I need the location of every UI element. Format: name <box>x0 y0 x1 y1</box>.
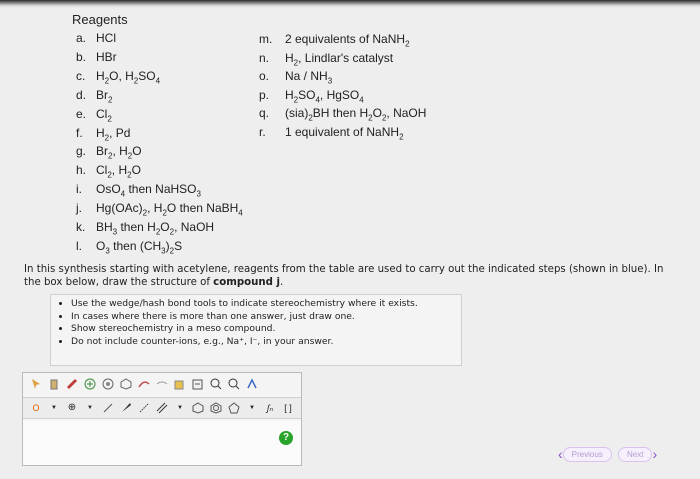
reagent-text: $H_2$, Lindlar's catalyst <box>285 50 394 67</box>
reagent-text: $Cl_2$ <box>96 106 112 123</box>
chevron-down-icon[interactable]: ▼ <box>177 405 183 411</box>
reagent-text: $(sia)_2BH$ then $H_2O_2$, NaOH <box>285 106 427 123</box>
reagent-letter: k. <box>76 220 86 234</box>
prompt-compound: compound j <box>213 277 280 288</box>
hint-item: • Use the wedge/hash bond tools to indicate stereochemistry where it exists. <box>71 298 461 311</box>
reagent-letter: q. <box>259 106 270 121</box>
prompt-text: In this synthesis starting with acetylene, reagents from the table are used to carry out the indicated steps (shown in blue). In the box below, draw the structure of <box>24 264 664 288</box>
hash-bond-icon[interactable] <box>137 401 151 415</box>
next-label: Next <box>618 447 652 462</box>
reagent-letter: o. <box>259 69 270 84</box>
reagent-text: $Br_2$ <box>96 87 113 105</box>
reagent-letter: i. <box>76 182 82 197</box>
hint-item: • Do not include counter-ions, e.g., Na⁺, I⁻, in your answer. <box>71 336 461 349</box>
reagent-item <box>76 31 116 45</box>
reagent-item <box>259 106 426 122</box>
reagent-item <box>76 239 182 255</box>
reagent-item <box>76 163 141 179</box>
plus-charge-icon[interactable]: ⊕ <box>67 402 77 413</box>
reagent-text: $H_2$, Pd <box>96 125 131 142</box>
zoom-fit-icon[interactable] <box>83 377 97 391</box>
eraser-icon[interactable] <box>47 377 61 391</box>
zoom-in-icon[interactable] <box>191 377 205 391</box>
reagent-letter: m. <box>259 32 273 46</box>
wedge-bond-icon[interactable] <box>119 401 133 415</box>
window-top-edge <box>0 0 700 8</box>
reagent-text: Na / $NH_3$ <box>285 69 333 86</box>
reagent-text: $Br_2$, $H_2O$ <box>96 144 142 161</box>
reagent-item <box>76 88 112 104</box>
functional-group-icon[interactable]: ʃₙ <box>266 402 274 413</box>
reagent-item <box>76 50 117 64</box>
reagent-item <box>76 220 214 236</box>
reagent-text: HBr <box>96 49 117 64</box>
ring-benzene-icon[interactable] <box>209 401 223 415</box>
reagent-item <box>76 144 142 160</box>
reagent-item <box>76 126 130 142</box>
reagent-letter: d. <box>76 87 87 102</box>
chevron-down-icon[interactable]: ▼ <box>249 405 255 411</box>
arrow-icon[interactable] <box>137 377 151 391</box>
ring-hexagon-icon[interactable] <box>191 401 205 415</box>
double-bond-icon[interactable] <box>155 401 169 415</box>
chevron-down-icon[interactable]: ▼ <box>87 405 93 411</box>
pencil-icon[interactable] <box>65 377 79 391</box>
atom-icon[interactable] <box>227 377 241 391</box>
reagent-letter: l. <box>76 238 82 253</box>
reagent-item <box>259 69 332 85</box>
reagent-item <box>259 88 364 104</box>
reagent-text: HCl <box>96 31 116 45</box>
reagent-letter: g. <box>76 144 87 159</box>
reagent-text: $H_2SO_4$, HgSO$_4$ <box>285 87 364 105</box>
reagents-title: Reagents <box>72 12 128 27</box>
reagent-letter: f. <box>76 125 83 140</box>
reagent-letter: a. <box>76 31 87 45</box>
editor-toolbar-bottom <box>23 397 301 419</box>
reagent-text: OsO$_4$ then NaHSO$_3$ <box>96 182 201 199</box>
help-icon[interactable]: ? <box>279 431 293 445</box>
reagent-letter: r. <box>259 125 266 139</box>
reagent-text: 2 equivalents of NaNH$_2$ <box>285 32 410 49</box>
next-button[interactable] <box>618 446 657 462</box>
reagent-item <box>76 182 201 198</box>
reagent-letter: c. <box>76 68 86 83</box>
reagent-letter: p. <box>259 87 270 102</box>
carbon-icon[interactable]: O <box>32 402 40 413</box>
chevron-right-icon: › <box>652 446 658 462</box>
hint-item: • Show stereochemistry in a meso compound. <box>71 323 461 336</box>
reagent-item <box>259 125 404 141</box>
templates-icon[interactable] <box>101 377 115 391</box>
reagent-letter: n. <box>259 50 270 65</box>
ring-pentagon-icon[interactable] <box>227 401 241 415</box>
single-bond-icon[interactable] <box>101 401 115 415</box>
reagent-text: $Hg(OAc)_2$, $H_2O$ then NaBH$_4$ <box>96 201 243 218</box>
reagent-item <box>259 32 410 48</box>
ring-icon[interactable] <box>119 377 133 391</box>
reagent-letter: j. <box>76 201 82 216</box>
charge-icon[interactable] <box>155 377 169 391</box>
question-prompt <box>24 263 664 289</box>
chevron-left-icon: ‹ <box>558 446 563 462</box>
reagent-item <box>76 107 112 123</box>
reagent-text: $BH_3$ then $H_2O_2$, NaOH <box>96 220 215 237</box>
zoom-out-icon[interactable] <box>209 377 223 391</box>
copy-icon[interactable] <box>173 377 187 391</box>
reagent-item <box>76 201 243 217</box>
previous-label: Previous <box>563 447 612 462</box>
hints-box <box>50 294 462 366</box>
reagent-text: 1 equivalent of NaNH$_2$ <box>285 125 404 142</box>
select-icon[interactable] <box>29 377 43 391</box>
reagent-text: $H_2O$, $H_2SO_4$ <box>96 68 161 86</box>
reagent-letter: e. <box>76 106 87 121</box>
reagent-item <box>259 51 393 67</box>
prompt-period: . <box>279 277 284 288</box>
bracket-icon[interactable]: [ ] <box>284 402 292 413</box>
editor-toolbar-top <box>23 373 301 395</box>
chevron-down-icon[interactable]: ▼ <box>51 405 57 411</box>
reagent-text: $Cl_2$, $H_2O$ <box>96 163 141 180</box>
reagent-letter: b. <box>76 49 87 64</box>
reagent-text: $O_3$ then $(CH_3)_2S$ <box>96 238 183 256</box>
previous-button[interactable] <box>558 446 612 462</box>
hint-item: • In cases where there is more than one answer, just draw one. <box>71 311 461 324</box>
reagent-item <box>76 69 160 85</box>
drawing-canvas[interactable] <box>23 421 301 465</box>
structure-editor[interactable] <box>22 372 302 466</box>
bond-tool-icon[interactable] <box>245 377 259 391</box>
reagent-letter: h. <box>76 163 87 178</box>
